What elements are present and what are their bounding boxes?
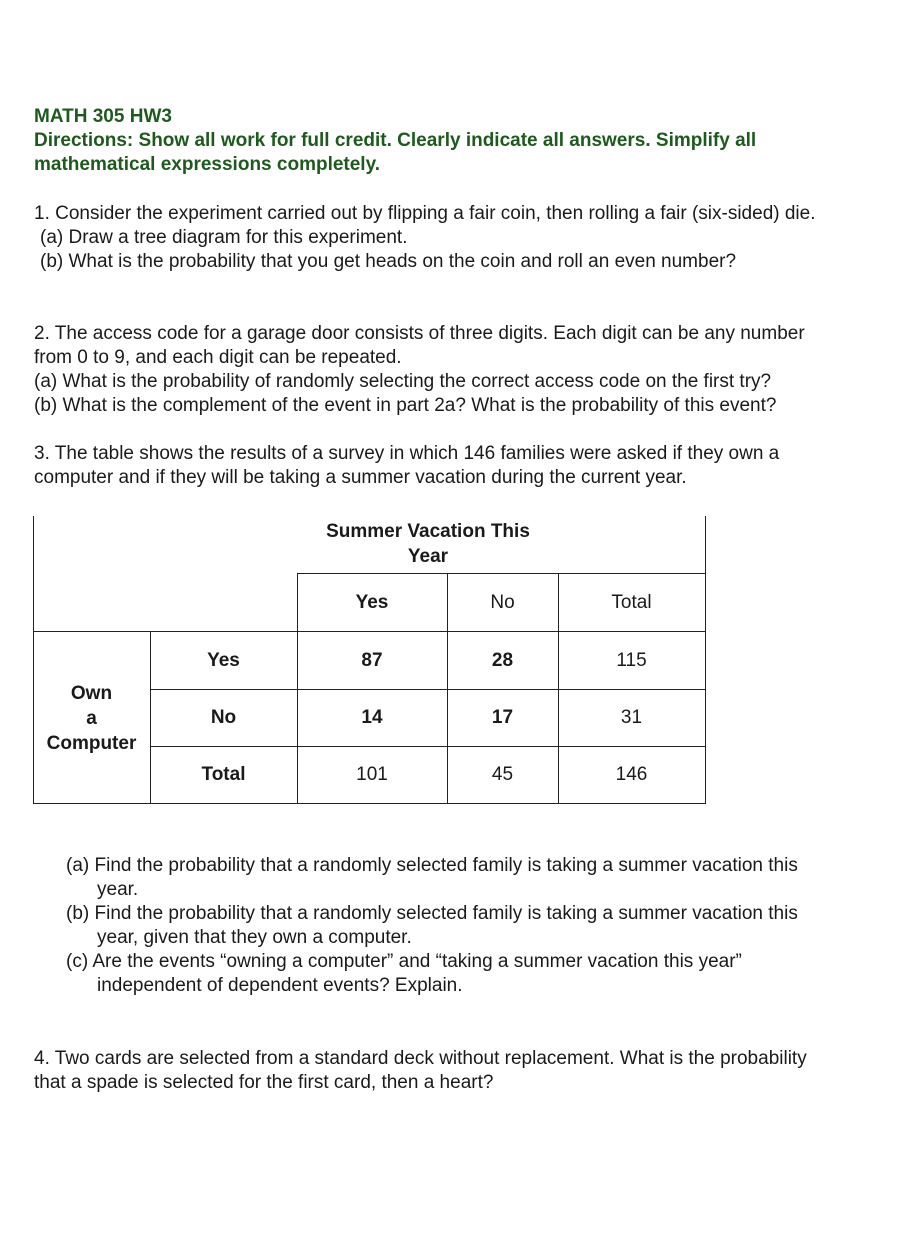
- table-cell: 31: [620, 707, 643, 728]
- table-cell: 146: [615, 764, 648, 785]
- q3-text-2: computer and if they will be taking a summer vacation during the current year.: [34, 467, 687, 488]
- table-cell: 28: [491, 649, 514, 671]
- col-group-header-2: Year: [407, 546, 449, 567]
- q2-part-b: (b) What is the complement of the event in part 2a? What is the probability of this event?: [34, 395, 777, 416]
- table-cell: 14: [361, 707, 383, 728]
- col-header-total: Total: [611, 591, 652, 613]
- q3-part-b-1: (b) Find the probability that a randomly selected family is taking a summer vacation this: [66, 903, 798, 924]
- table-cell: 101: [356, 764, 388, 785]
- table-cell: 45: [491, 764, 514, 785]
- q2-part-a: (a) What is the probability of randomly selecting the correct access code on the first try?: [34, 371, 772, 392]
- row-label-no: No: [210, 707, 237, 728]
- q3-part-c-1: (c) Are the events “owning a computer” and “taking a summer vacation this year”: [66, 951, 742, 972]
- row-label-yes: Yes: [207, 649, 240, 671]
- q3-part-c-2: independent of dependent events? Explain.: [97, 975, 463, 996]
- q3-part-a-2: year.: [97, 879, 139, 900]
- q1-text: 1. Consider the experiment carried out by flipping a fair coin, then rolling a fair (six-sided) die.: [34, 203, 816, 224]
- q3-text-1: 3. The table shows the results of a survey in which 146 families were asked if they own a: [34, 443, 780, 464]
- q1-part-a: (a) Draw a tree diagram for this experiment.: [40, 227, 408, 248]
- col-group-header-1: Summer Vacation This: [326, 521, 530, 542]
- q4-text-2: that a spade is selected for the first card, then a heart?: [34, 1072, 494, 1093]
- q2-text-1: 2. The access code for a garage door consists of three digits. Each digit can be any number: [34, 323, 805, 344]
- col-header-no: No: [490, 591, 515, 613]
- col-header-yes: Yes: [355, 591, 389, 613]
- q1-part-b: (b) What is the probability that you get heads on the coin and roll an even number?: [40, 251, 737, 272]
- q3-part-b-2: year, given that they own a computer.: [97, 927, 412, 948]
- q4-text-1: 4. Two cards are selected from a standard deck without replacement. What is the probability: [34, 1048, 807, 1069]
- table-cell: 115: [616, 649, 647, 671]
- row-label-total: Total: [201, 764, 246, 785]
- page-title: MATH 305 HW3: [34, 106, 172, 127]
- q3-part-a-1: (a) Find the probability that a randomly selected family is taking a summer vacation this: [66, 855, 798, 876]
- table-cell: 17: [491, 707, 514, 728]
- row-group-label-1: Own: [70, 683, 113, 704]
- directions-line-2: mathematical expressions completely.: [34, 154, 381, 175]
- directions-line-1: Directions: Show all work for full credit. Clearly indicate all answers. Simplify all: [34, 130, 757, 151]
- q2-text-2: from 0 to 9, and each digit can be repeated.: [34, 347, 402, 368]
- row-group-label-3: Computer: [46, 733, 137, 754]
- table-cell: 87: [361, 649, 383, 671]
- row-group-label-2: a: [86, 708, 97, 729]
